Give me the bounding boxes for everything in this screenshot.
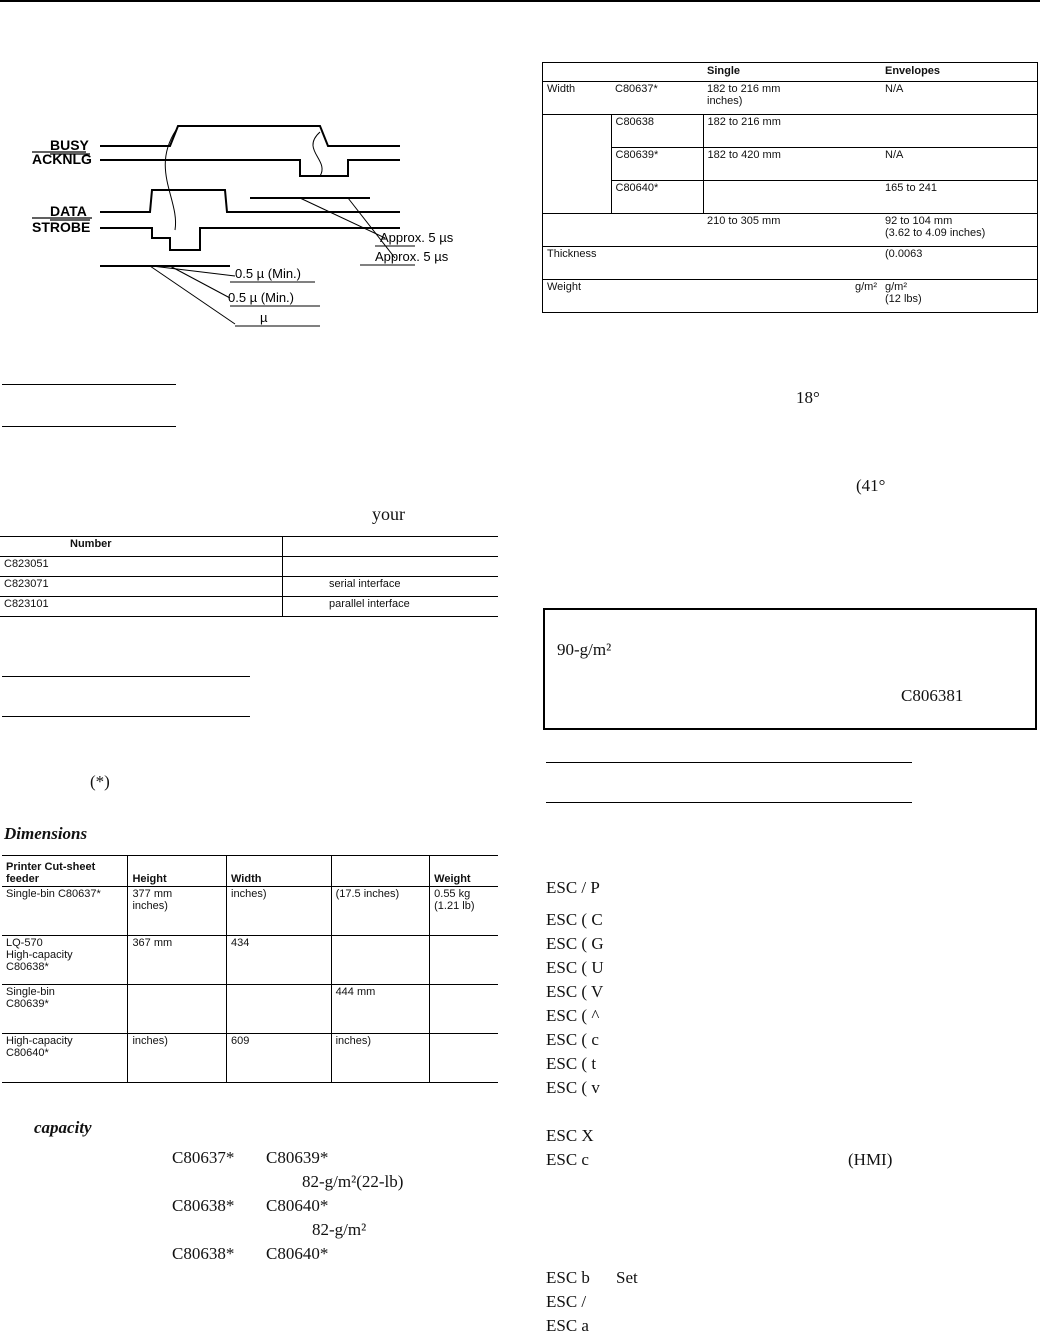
paper-cell: [543, 115, 612, 148]
dim-cell: 444 mm: [331, 985, 430, 1034]
paper-cell: N/A: [881, 82, 1038, 115]
table-row: [2, 936, 498, 985]
esc-code: ESC c: [546, 1150, 589, 1169]
option-number: C823051: [0, 557, 283, 577]
esc-code: ESC /: [546, 1292, 587, 1311]
note-box: [543, 608, 1037, 730]
note-part-number: C806381: [901, 686, 964, 705]
table-row: [543, 214, 1038, 247]
dim-cell: Single-bin C80639*: [2, 985, 128, 1034]
table-row: [543, 148, 1038, 181]
options-header-desc: [283, 537, 499, 557]
option-number: C823071: [0, 577, 283, 597]
dim-cell: [227, 985, 332, 1034]
cap-code-1: C80637*: [172, 1148, 235, 1167]
paper-cell: [543, 214, 612, 247]
table-row: [2, 887, 498, 936]
cap-weight-2: 82-g/m²: [312, 1220, 367, 1239]
paper-header-envelopes: Envelopes: [881, 63, 1038, 82]
rule-2: [2, 426, 176, 427]
paper-header-single: Single: [703, 63, 881, 82]
esc-code: ESC a: [546, 1316, 589, 1335]
note-weight: 90-g/m²: [557, 640, 612, 659]
option-number: C823101: [0, 597, 283, 617]
cap-code-6: C80640*: [266, 1244, 329, 1263]
table-row: [543, 247, 1038, 280]
paper-cell: [703, 181, 881, 214]
rule-3: [2, 676, 250, 677]
table-row: [0, 557, 498, 577]
dim-cell: Single-bin C80637*: [2, 887, 128, 936]
set-label: Set: [616, 1268, 638, 1287]
dim-cell: 609: [227, 1034, 332, 1083]
paper-cell: [611, 247, 703, 280]
esc-code: ESC / P: [546, 878, 600, 897]
temperature-2: (41°: [856, 476, 886, 495]
paper-cell: N/A: [881, 148, 1038, 181]
table-row: [0, 597, 498, 617]
paper-cell: 92 to 104 mm (3.62 to 4.09 inches): [881, 214, 1038, 247]
strobe-waveform: [100, 228, 400, 250]
temperature-1: 18°: [796, 388, 820, 407]
cap-code-3: C80638*: [172, 1196, 235, 1215]
table-row: [2, 1034, 498, 1083]
annotation-approx-1: Approx. 5 µs: [380, 230, 454, 245]
table-row: [543, 280, 1038, 313]
timing-diagram: [30, 110, 510, 350]
paper-cell: [611, 280, 703, 313]
dim-cell: [430, 936, 498, 985]
options-header-number: Number: [0, 537, 283, 557]
paper-cell: [881, 115, 1038, 148]
dimensions-table: [2, 855, 498, 1083]
paper-header-blank-2: [611, 63, 703, 82]
signal-data: DATA: [50, 203, 87, 219]
paper-cell: g/m² (12 lbs): [885, 281, 922, 305]
dim-cell: [430, 1034, 498, 1083]
rule-6: [546, 802, 912, 803]
your-word: your: [372, 504, 405, 524]
esc-code: ESC ( c: [546, 1030, 599, 1049]
option-desc: [283, 557, 499, 577]
paper-cell: (0.0063: [881, 247, 1038, 280]
acknlg-waveform: [100, 160, 400, 176]
annotation-min-1: 0.5 µ (Min.): [235, 266, 302, 281]
annotation-approx-2: Approx. 5 µs: [375, 249, 449, 264]
dim-header-depth: [331, 856, 430, 887]
busy-waveform: [100, 126, 400, 146]
paper-cell: [543, 148, 612, 181]
paper-cell: C80637*: [611, 82, 703, 115]
dim-cell: 0.55 kg (1.21 lb): [430, 887, 498, 936]
data-waveform: [100, 190, 400, 212]
esc-code: ESC ( G: [546, 934, 604, 953]
paper-cell: Weight: [547, 281, 582, 293]
paper-cell: 165 to 241: [881, 181, 1038, 214]
capacity-heading: capacity: [34, 1118, 92, 1137]
paper-cell: C80639*: [611, 148, 703, 181]
dim-cell: 434: [227, 936, 332, 985]
esc-code: ESC ( t: [546, 1054, 597, 1073]
cap-code-4: C80640*: [266, 1196, 329, 1215]
dim-header-height: Height: [128, 856, 227, 887]
table-row: [2, 985, 498, 1034]
dim-cell: (17.5 inches): [331, 887, 430, 936]
dim-cell: LQ-570 High-capacity C80638*: [2, 936, 128, 985]
paper-cell: 182 to 216 mm: [703, 115, 881, 148]
hmi-label: (HMI): [848, 1150, 893, 1169]
dim-cell: 367 mm: [128, 936, 227, 985]
signal-acknlg: ACKNLG: [32, 151, 92, 167]
option-desc: serial interface: [283, 577, 499, 597]
options-table: [0, 536, 498, 617]
annotation-mu: µ: [260, 310, 268, 325]
paper-cell: C80640*: [611, 181, 703, 214]
option-desc: parallel interface: [283, 597, 499, 617]
dim-cell: inches): [331, 1034, 430, 1083]
dim-cell: 377 mm inches): [128, 887, 227, 936]
paper-cell: Thickness: [543, 247, 612, 280]
paper-table: [542, 62, 1038, 313]
table-row: [0, 577, 498, 597]
esc-code: ESC b: [546, 1268, 590, 1287]
signal-strobe: STROBE: [32, 219, 91, 235]
paper-cell: [703, 247, 881, 280]
table-row: [543, 82, 1038, 115]
esc-code: ESC ( V: [546, 982, 604, 1001]
rule-4: [2, 716, 250, 717]
esc-code: ESC X: [546, 1126, 594, 1145]
signal-busy: BUSY: [50, 137, 89, 153]
table-row: [543, 115, 1038, 148]
top-rule: [0, 0, 1040, 2]
annotation-min-2: 0.5 µ (Min.): [228, 290, 295, 305]
esc-code: ESC ( C: [546, 910, 603, 929]
table-row: [543, 181, 1038, 214]
dim-header-feeder: Printer Cut-sheet feeder: [2, 856, 128, 887]
rule-1: [2, 384, 176, 385]
dim-cell: [128, 985, 227, 1034]
asterisk-note: (*): [90, 772, 110, 791]
timing-diagram-svg: [30, 110, 510, 350]
paper-cell: [611, 214, 703, 247]
dim-cell: inches): [227, 887, 332, 936]
esc-code: ESC ( v: [546, 1078, 600, 1097]
dim-cell: [331, 936, 430, 985]
cap-code-2: C80639*: [266, 1148, 329, 1167]
dimensions-heading: Dimensions: [4, 824, 88, 843]
dim-cell: High-capacity C80640*: [2, 1034, 128, 1083]
paper-cell: g/m²: [855, 281, 877, 293]
paper-header-blank: [543, 63, 612, 82]
paper-cell: 182 to 216 mm inches): [703, 82, 881, 115]
paper-cell: [543, 181, 612, 214]
rule-5: [546, 762, 912, 763]
cap-weight-1: 82-g/m²(22-lb): [302, 1172, 404, 1191]
paper-cell: 210 to 305 mm: [703, 214, 881, 247]
dim-header-weight: Weight: [430, 856, 498, 887]
dim-header-width: Width: [227, 856, 332, 887]
esc-code: ESC ( ^: [546, 1006, 600, 1025]
paper-cell: Width: [543, 82, 612, 115]
dim-cell: [430, 985, 498, 1034]
paper-cell: 182 to 420 mm: [703, 148, 881, 181]
dim-cell: inches): [128, 1034, 227, 1083]
esc-code: ESC ( U: [546, 958, 604, 977]
paper-cell: C80638: [611, 115, 703, 148]
cap-code-5: C80638*: [172, 1244, 235, 1263]
